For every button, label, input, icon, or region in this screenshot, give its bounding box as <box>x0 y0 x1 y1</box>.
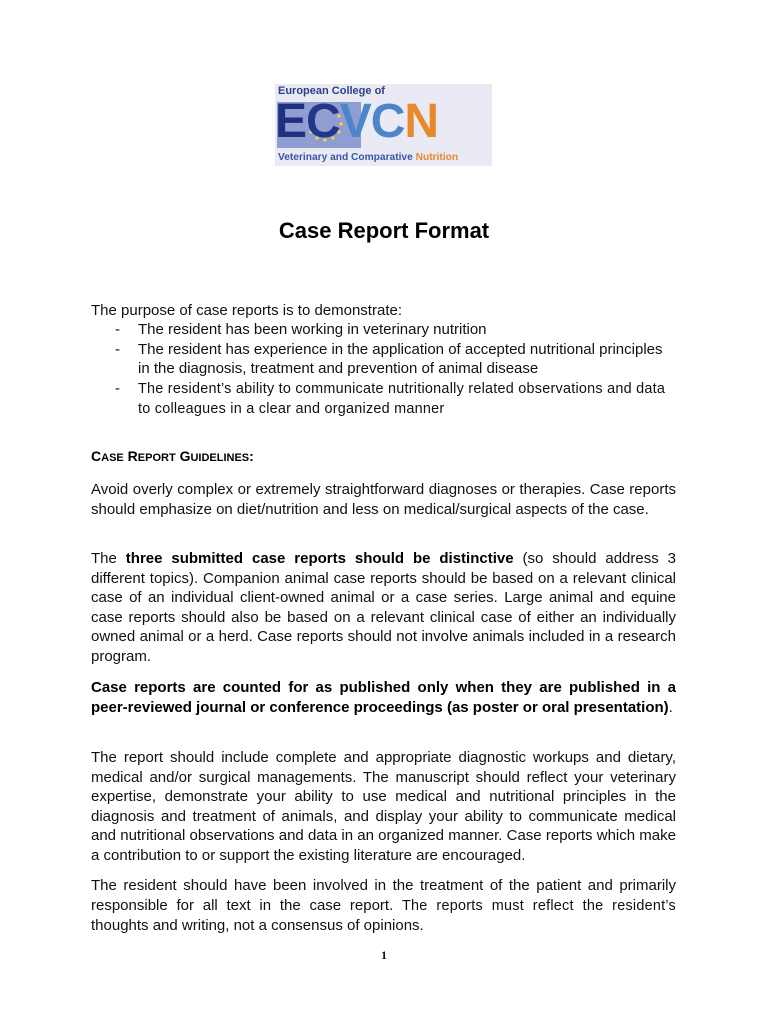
heading-part: ASE <box>101 452 124 464</box>
logo-bottom-main: Veterinary and Comparative <box>278 152 413 163</box>
list-dash: - <box>115 340 120 358</box>
paragraph-text: thoughts and writing, not a consensus of opinions. <box>91 917 424 934</box>
paragraph-distinctive <box>91 549 676 666</box>
paragraph-text: The <box>91 550 126 567</box>
ecvcn-logo <box>275 84 492 166</box>
logo-top-text: European College of <box>278 85 385 97</box>
logo-letter: E <box>275 95 307 148</box>
paragraph-bold-text: three submitted case reports should be distinctive <box>125 550 514 567</box>
heading-part: R <box>127 448 138 464</box>
list-item-text: The resident’s ability to communicate nutritionally related observations and data to colleagues in a clear and organized manner <box>138 380 666 417</box>
intro-text: The purpose of case reports is to demonstrate: <box>91 302 402 319</box>
paragraph-text: . <box>668 698 673 716</box>
list-item <box>91 379 676 420</box>
heading-part: : <box>249 448 254 464</box>
paragraph-published <box>91 678 676 717</box>
heading-part: G <box>179 448 191 464</box>
paragraph-bold-text: Case reports are counted for as published only when they are published in a peer-reviewed journal or conference proceedings (as poster or oral presentation) <box>91 679 676 716</box>
purpose-list <box>91 320 676 420</box>
list-dash: - <box>115 321 120 338</box>
logo-letter: N <box>404 95 439 148</box>
paragraph-avoid: Avoid overly complex or extremely straightforward diagnoses or therapies. Case reports should emphasize on diet/nutrition and less on medical/surgical aspects of the case. <box>91 481 676 518</box>
page-number: 1 <box>381 948 387 962</box>
heading-part: UIDELINES <box>190 452 250 464</box>
list-item <box>91 320 676 340</box>
heading-part: C <box>91 448 102 464</box>
paragraph-text: The resident should have been involved in the treatment of the patient and primarily responsible for all text in the case report. <box>91 877 676 914</box>
page-title: Case Report Format <box>278 218 490 243</box>
list-dash: - <box>115 379 120 397</box>
list-item <box>91 340 676 379</box>
logo-letter: V <box>339 95 371 148</box>
paragraph-text: (so should address 3 different topics). Companion animal case reports should be based on a relevant clinical case of an individual client-owned animal or a case series. Large animal and equine case reports should also be based on a relevant clinical case of either an individually owned animal or a herd. Case reports should not involve animals included in a research program. <box>91 550 676 665</box>
logo-letter: C <box>370 95 405 148</box>
heading-part: EPORT <box>137 452 176 464</box>
list-item-text: The resident has been working in veterinary nutrition <box>138 321 487 338</box>
list-item-text: The resident has experience in the application of accepted nutritional principles in the diagnosis, treatment and prevention of animal disease <box>138 340 663 377</box>
paragraph-text: The reports must reflect the resident’s <box>402 897 676 914</box>
paragraph-resident <box>91 876 676 936</box>
guidelines-heading <box>91 448 254 464</box>
logo-letter: C <box>306 95 340 148</box>
logo-bottom-accent: Nutrition <box>415 152 459 163</box>
paragraph-report-contents: The report should include complete and appropriate diagnostic workups and dietary, medical and/or surgical managements. The manuscript should reflect your veterinary expertise, demonstrate your ability to use medical and nutritional principles in the diagnosis and treatment of animals, and display your ability to communicate medical and nutritional observations and data in an organized manner. Case reports which make a contribution to or support the existing literature are encouraged. <box>91 749 676 864</box>
logo-acronym <box>275 95 439 148</box>
logo-bottom-text <box>278 152 458 163</box>
